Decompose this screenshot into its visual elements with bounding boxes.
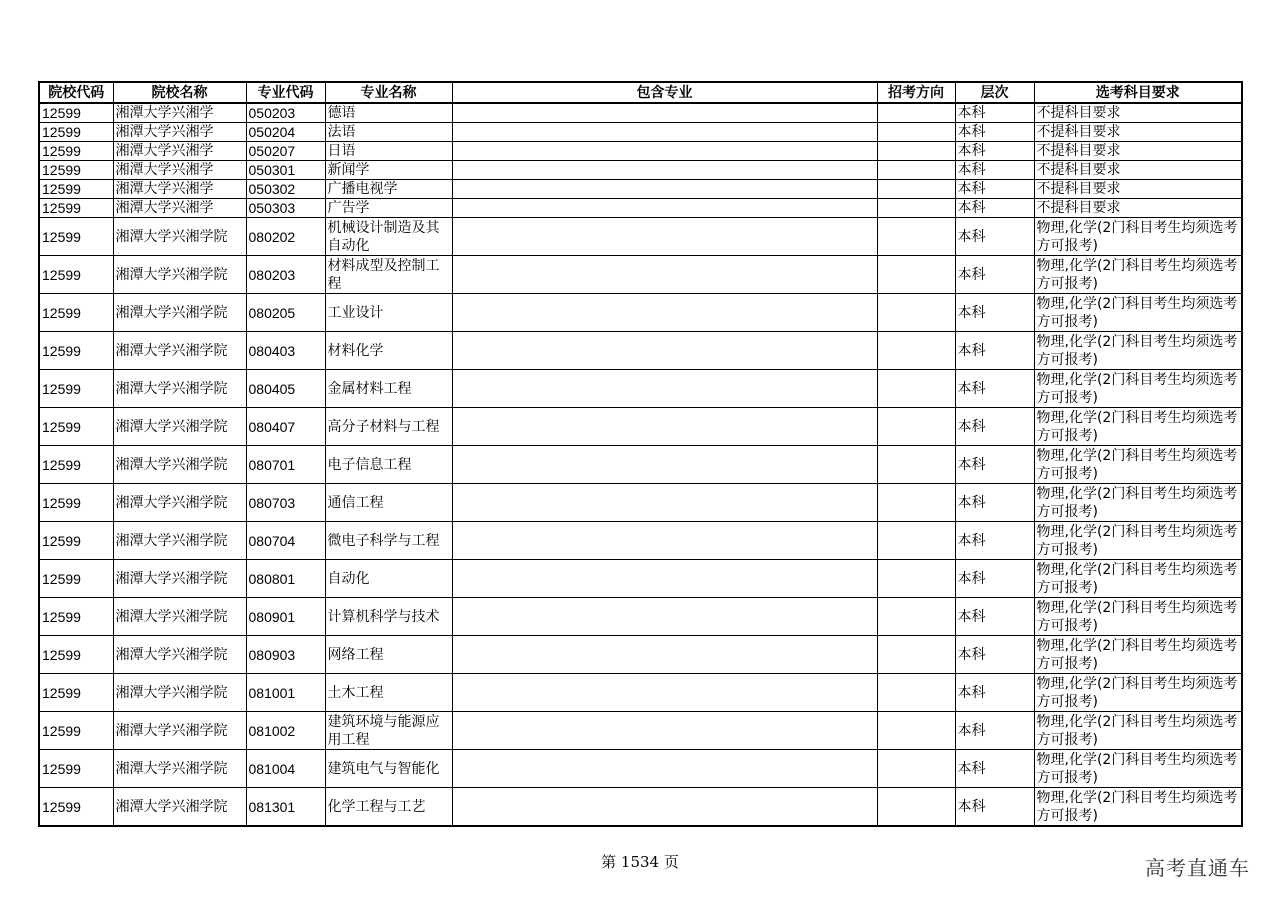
cell-direction xyxy=(877,103,955,123)
cell-subject-requirement: 物理,化学(2门科目考生均须选考方可报考) xyxy=(1034,636,1242,674)
table-row xyxy=(39,408,1242,446)
cell-level: 本科 xyxy=(955,674,1034,712)
cell-subject-requirement: 物理,化学(2门科目考生均须选考方可报考) xyxy=(1034,484,1242,522)
cell-school-code: 12599 xyxy=(39,142,113,161)
cell-level: 本科 xyxy=(955,123,1034,142)
cell-school-code: 12599 xyxy=(39,180,113,199)
cell-major-code: 081001 xyxy=(246,674,325,712)
cell-subject-requirement: 不提科目要求 xyxy=(1034,180,1242,199)
cell-major-code: 080202 xyxy=(246,218,325,256)
cell-subject-requirement: 物理,化学(2门科目考生均须选考方可报考) xyxy=(1034,294,1242,332)
cell-school-code: 12599 xyxy=(39,788,113,827)
cell-level: 本科 xyxy=(955,636,1034,674)
table-row xyxy=(39,180,1242,199)
cell-major-code: 080701 xyxy=(246,446,325,484)
cell-subject-requirement: 物理,化学(2门科目考生均须选考方可报考) xyxy=(1034,560,1242,598)
cell-major-code: 050301 xyxy=(246,161,325,180)
cell-major-code: 080704 xyxy=(246,522,325,560)
cell-school-name: 湘潭大学兴湘学院 xyxy=(113,408,246,446)
table-row xyxy=(39,788,1242,827)
cell-direction xyxy=(877,294,955,332)
cell-included-majors xyxy=(452,370,877,408)
table-row xyxy=(39,598,1242,636)
cell-school-code: 12599 xyxy=(39,636,113,674)
cell-major-code: 080901 xyxy=(246,598,325,636)
cell-included-majors xyxy=(452,180,877,199)
cell-direction xyxy=(877,750,955,788)
cell-school-name: 湘潭大学兴湘学院 xyxy=(113,484,246,522)
cell-level: 本科 xyxy=(955,560,1034,598)
cell-subject-requirement: 不提科目要求 xyxy=(1034,123,1242,142)
cell-major-code: 080403 xyxy=(246,332,325,370)
cell-major-code: 080407 xyxy=(246,408,325,446)
cell-included-majors xyxy=(452,294,877,332)
cell-level: 本科 xyxy=(955,142,1034,161)
cell-level: 本科 xyxy=(955,712,1034,750)
cell-included-majors xyxy=(452,142,877,161)
cell-level: 本科 xyxy=(955,199,1034,218)
cell-school-code: 12599 xyxy=(39,199,113,218)
cell-level: 本科 xyxy=(955,522,1034,560)
cell-major-name: 电子信息工程 xyxy=(325,446,452,484)
cell-school-code: 12599 xyxy=(39,123,113,142)
cell-subject-requirement: 不提科目要求 xyxy=(1034,142,1242,161)
cell-subject-requirement: 物理,化学(2门科目考生均须选考方可报考) xyxy=(1034,446,1242,484)
cell-major-name: 机械设计制造及其自动化 xyxy=(325,218,452,256)
watermark-logo-text: 高考直通车 xyxy=(1145,856,1250,880)
cell-school-name: 湘潭大学兴湘学 xyxy=(113,142,246,161)
cell-direction xyxy=(877,142,955,161)
cell-school-name: 湘潭大学兴湘学院 xyxy=(113,750,246,788)
cell-subject-requirement: 物理,化学(2门科目考生均须选考方可报考) xyxy=(1034,674,1242,712)
cell-direction xyxy=(877,484,955,522)
cell-level: 本科 xyxy=(955,161,1034,180)
cell-school-name: 湘潭大学兴湘学院 xyxy=(113,598,246,636)
cell-level: 本科 xyxy=(955,408,1034,446)
cell-school-name: 湘潭大学兴湘学院 xyxy=(113,332,246,370)
cell-direction xyxy=(877,408,955,446)
cell-level: 本科 xyxy=(955,370,1034,408)
cell-school-name: 湘潭大学兴湘学 xyxy=(113,180,246,199)
cell-school-code: 12599 xyxy=(39,712,113,750)
cell-school-code: 12599 xyxy=(39,408,113,446)
cell-included-majors xyxy=(452,446,877,484)
cell-school-name: 湘潭大学兴湘学院 xyxy=(113,370,246,408)
cell-school-code: 12599 xyxy=(39,598,113,636)
cell-included-majors xyxy=(452,788,877,827)
cell-school-name: 湘潭大学兴湘学院 xyxy=(113,522,246,560)
cell-included-majors xyxy=(452,636,877,674)
cell-major-code: 050303 xyxy=(246,199,325,218)
cell-direction xyxy=(877,123,955,142)
cell-subject-requirement: 物理,化学(2门科目考生均须选考方可报考) xyxy=(1034,598,1242,636)
table-row xyxy=(39,123,1242,142)
header-direction: 招考方向 xyxy=(877,82,955,103)
cell-major-code: 081002 xyxy=(246,712,325,750)
cell-major-code: 080205 xyxy=(246,294,325,332)
cell-included-majors xyxy=(452,161,877,180)
cell-level: 本科 xyxy=(955,180,1034,199)
cell-subject-requirement: 物理,化学(2门科目考生均须选考方可报考) xyxy=(1034,712,1242,750)
header-row xyxy=(39,82,1242,103)
cell-included-majors xyxy=(452,598,877,636)
cell-direction xyxy=(877,560,955,598)
cell-major-code: 080903 xyxy=(246,636,325,674)
cell-major-name: 自动化 xyxy=(325,560,452,598)
cell-direction xyxy=(877,161,955,180)
cell-major-name: 微电子科学与工程 xyxy=(325,522,452,560)
cell-level: 本科 xyxy=(955,788,1034,827)
cell-included-majors xyxy=(452,522,877,560)
cell-school-code: 12599 xyxy=(39,256,113,294)
cell-major-name: 材料化学 xyxy=(325,332,452,370)
cell-major-code: 050207 xyxy=(246,142,325,161)
cell-direction xyxy=(877,332,955,370)
cell-direction xyxy=(877,522,955,560)
admission-table xyxy=(38,81,1243,827)
cell-major-name: 广播电视学 xyxy=(325,180,452,199)
cell-major-name: 网络工程 xyxy=(325,636,452,674)
cell-major-name: 建筑环境与能源应用工程 xyxy=(325,712,452,750)
cell-school-code: 12599 xyxy=(39,294,113,332)
cell-subject-requirement: 物理,化学(2门科目考生均须选考方可报考) xyxy=(1034,788,1242,827)
cell-level: 本科 xyxy=(955,294,1034,332)
cell-direction xyxy=(877,199,955,218)
cell-major-code: 080203 xyxy=(246,256,325,294)
table-row xyxy=(39,446,1242,484)
table-row xyxy=(39,636,1242,674)
table-row xyxy=(39,294,1242,332)
cell-major-code: 080405 xyxy=(246,370,325,408)
cell-included-majors xyxy=(452,484,877,522)
cell-direction xyxy=(877,218,955,256)
cell-school-code: 12599 xyxy=(39,484,113,522)
cell-major-name: 高分子材料与工程 xyxy=(325,408,452,446)
cell-school-code: 12599 xyxy=(39,522,113,560)
cell-school-name: 湘潭大学兴湘学 xyxy=(113,161,246,180)
cell-major-name: 日语 xyxy=(325,142,452,161)
cell-school-name: 湘潭大学兴湘学院 xyxy=(113,560,246,598)
cell-included-majors xyxy=(452,674,877,712)
cell-included-majors xyxy=(452,218,877,256)
cell-school-name: 湘潭大学兴湘学 xyxy=(113,103,246,123)
admission-table-container xyxy=(38,81,1241,827)
cell-school-name: 湘潭大学兴湘学 xyxy=(113,199,246,218)
cell-major-code: 080801 xyxy=(246,560,325,598)
cell-school-code: 12599 xyxy=(39,332,113,370)
table-row xyxy=(39,218,1242,256)
cell-school-code: 12599 xyxy=(39,446,113,484)
cell-direction xyxy=(877,598,955,636)
cell-direction xyxy=(877,180,955,199)
table-row xyxy=(39,142,1242,161)
cell-subject-requirement: 物理,化学(2门科目考生均须选考方可报考) xyxy=(1034,256,1242,294)
cell-major-code: 081004 xyxy=(246,750,325,788)
cell-subject-requirement: 不提科目要求 xyxy=(1034,199,1242,218)
cell-subject-requirement: 物理,化学(2门科目考生均须选考方可报考) xyxy=(1034,522,1242,560)
cell-major-code: 080703 xyxy=(246,484,325,522)
cell-included-majors xyxy=(452,103,877,123)
cell-major-code: 050203 xyxy=(246,103,325,123)
cell-major-name: 新闻学 xyxy=(325,161,452,180)
header-school-code: 院校代码 xyxy=(39,82,113,103)
cell-included-majors xyxy=(452,332,877,370)
cell-included-majors xyxy=(452,560,877,598)
cell-direction xyxy=(877,636,955,674)
cell-major-code: 081301 xyxy=(246,788,325,827)
table-row xyxy=(39,332,1242,370)
cell-major-name: 德语 xyxy=(325,103,452,123)
cell-subject-requirement: 物理,化学(2门科目考生均须选考方可报考) xyxy=(1034,370,1242,408)
table-body xyxy=(39,103,1242,826)
cell-major-name: 法语 xyxy=(325,123,452,142)
cell-school-name: 湘潭大学兴湘学院 xyxy=(113,446,246,484)
cell-direction xyxy=(877,712,955,750)
cell-level: 本科 xyxy=(955,332,1034,370)
cell-major-name: 金属材料工程 xyxy=(325,370,452,408)
cell-level: 本科 xyxy=(955,598,1034,636)
header-subject-requirement: 选考科目要求 xyxy=(1034,82,1242,103)
cell-school-name: 湘潭大学兴湘学院 xyxy=(113,294,246,332)
cell-subject-requirement: 物理,化学(2门科目考生均须选考方可报考) xyxy=(1034,332,1242,370)
cell-school-code: 12599 xyxy=(39,560,113,598)
cell-major-name: 广告学 xyxy=(325,199,452,218)
cell-school-name: 湘潭大学兴湘学院 xyxy=(113,636,246,674)
cell-included-majors xyxy=(452,750,877,788)
table-row xyxy=(39,256,1242,294)
table-row xyxy=(39,750,1242,788)
cell-school-name: 湘潭大学兴湘学院 xyxy=(113,712,246,750)
header-major-code: 专业代码 xyxy=(246,82,325,103)
cell-subject-requirement: 不提科目要求 xyxy=(1034,103,1242,123)
cell-major-code: 050204 xyxy=(246,123,325,142)
cell-subject-requirement: 物理,化学(2门科目考生均须选考方可报考) xyxy=(1034,218,1242,256)
header-major-name: 专业名称 xyxy=(325,82,452,103)
cell-included-majors xyxy=(452,408,877,446)
cell-level: 本科 xyxy=(955,256,1034,294)
cell-direction xyxy=(877,370,955,408)
table-row xyxy=(39,560,1242,598)
cell-included-majors xyxy=(452,256,877,294)
cell-direction xyxy=(877,256,955,294)
cell-major-name: 土木工程 xyxy=(325,674,452,712)
cell-major-name: 计算机科学与技术 xyxy=(325,598,452,636)
cell-school-name: 湘潭大学兴湘学院 xyxy=(113,256,246,294)
cell-school-name: 湘潭大学兴湘学院 xyxy=(113,218,246,256)
cell-level: 本科 xyxy=(955,103,1034,123)
table-row xyxy=(39,522,1242,560)
header-school-name: 院校名称 xyxy=(113,82,246,103)
table-row xyxy=(39,199,1242,218)
header-included-majors: 包含专业 xyxy=(452,82,877,103)
cell-major-name: 通信工程 xyxy=(325,484,452,522)
table-row xyxy=(39,103,1242,123)
cell-level: 本科 xyxy=(955,218,1034,256)
cell-level: 本科 xyxy=(955,750,1034,788)
cell-direction xyxy=(877,788,955,827)
cell-school-code: 12599 xyxy=(39,161,113,180)
cell-school-code: 12599 xyxy=(39,370,113,408)
cell-included-majors xyxy=(452,712,877,750)
cell-school-code: 12599 xyxy=(39,674,113,712)
cell-school-name: 湘潭大学兴湘学院 xyxy=(113,674,246,712)
table-row xyxy=(39,484,1242,522)
cell-major-code: 050302 xyxy=(246,180,325,199)
cell-included-majors xyxy=(452,199,877,218)
cell-school-code: 12599 xyxy=(39,218,113,256)
cell-school-name: 湘潭大学兴湘学院 xyxy=(113,788,246,827)
cell-school-name: 湘潭大学兴湘学 xyxy=(113,123,246,142)
table-row xyxy=(39,712,1242,750)
cell-included-majors xyxy=(452,123,877,142)
cell-major-name: 建筑电气与智能化 xyxy=(325,750,452,788)
table-row xyxy=(39,370,1242,408)
cell-school-code: 12599 xyxy=(39,750,113,788)
page-number: 第 1534 页 xyxy=(601,853,679,871)
cell-level: 本科 xyxy=(955,446,1034,484)
cell-direction xyxy=(877,674,955,712)
cell-subject-requirement: 物理,化学(2门科目考生均须选考方可报考) xyxy=(1034,750,1242,788)
table-row xyxy=(39,161,1242,180)
cell-school-code: 12599 xyxy=(39,103,113,123)
cell-major-name: 化学工程与工艺 xyxy=(325,788,452,827)
cell-direction xyxy=(877,446,955,484)
cell-subject-requirement: 不提科目要求 xyxy=(1034,161,1242,180)
cell-major-name: 材料成型及控制工程 xyxy=(325,256,452,294)
header-level: 层次 xyxy=(955,82,1034,103)
cell-level: 本科 xyxy=(955,484,1034,522)
table-row xyxy=(39,674,1242,712)
cell-major-name: 工业设计 xyxy=(325,294,452,332)
cell-subject-requirement: 物理,化学(2门科目考生均须选考方可报考) xyxy=(1034,408,1242,446)
